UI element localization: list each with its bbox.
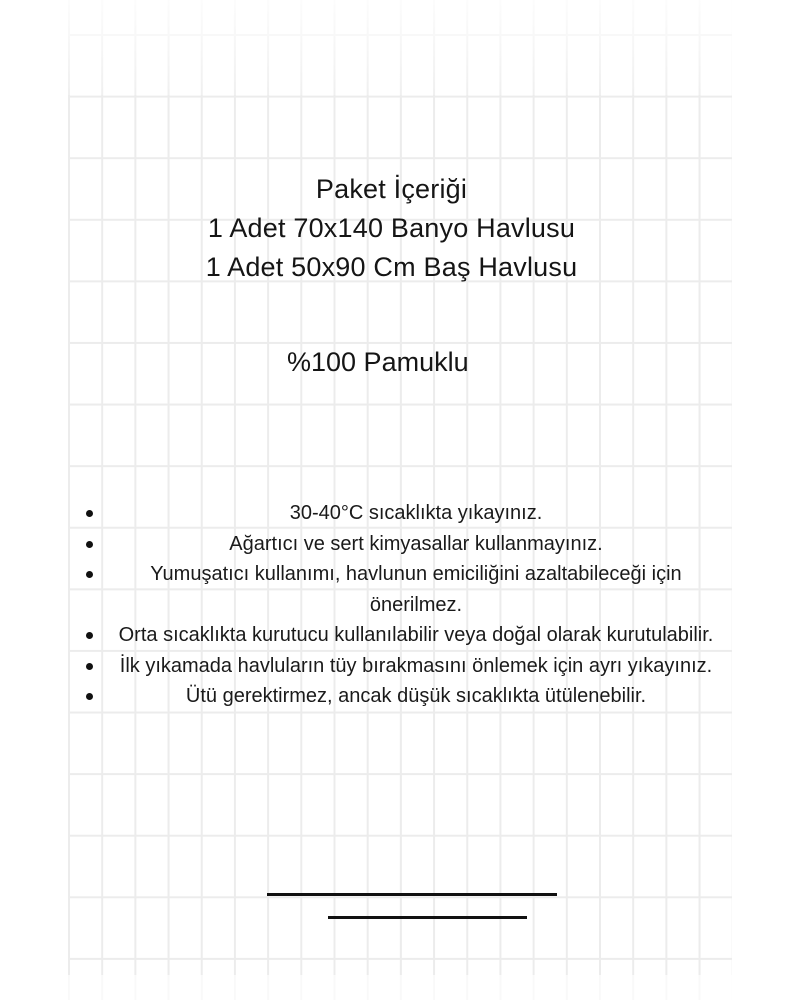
care-instruction-text: İlk yıkamada havluların tüy bırakmasını önlemek için ayrı yıkayınız. [119, 654, 713, 677]
package-item: 1 Adet 50x90 Cm Baş Havlusu [205, 252, 578, 282]
decorative-line-short [328, 916, 527, 919]
bullet-icon [86, 632, 93, 639]
care-instruction-item [0, 620, 800, 651]
bullet-icon [86, 510, 93, 517]
package-item: 1 Adet 70x140 Banyo Havlusu [207, 213, 576, 243]
bullet-icon [86, 693, 93, 700]
care-instruction-text: Orta sıcaklıkta kurutucu kullanılabilir veya doğal olarak kurutulabilir. [118, 624, 714, 646]
care-instruction-item [0, 559, 800, 620]
care-instruction-item [0, 651, 800, 682]
care-instruction-item [0, 681, 800, 712]
care-instruction-text: Ütü gerektirmez, ancak düşük sıcaklıkta ütülenebilir. [185, 685, 647, 707]
care-instruction-item [0, 529, 800, 560]
package-title: Paket İçeriği [315, 174, 468, 204]
material-label: %100 Pamuklu [287, 347, 469, 377]
package-contents [0, 170, 800, 287]
care-instruction-text: 30-40°C sıcaklıkta yıkayınız. [289, 502, 543, 524]
bullet-icon [86, 541, 93, 548]
decorative-line-long [267, 893, 557, 896]
bullet-icon [86, 571, 93, 578]
care-instruction-text: Ağartıcı ve sert kimyasallar kullanmayınız. [229, 532, 603, 555]
care-instructions-list [0, 498, 800, 712]
care-instruction-item [0, 498, 800, 529]
bullet-icon [86, 663, 93, 670]
care-instruction-text: Yumuşatıcı kullanımı, havlunun emiciliğini azaltabileceği için önerilmez. [150, 563, 682, 616]
